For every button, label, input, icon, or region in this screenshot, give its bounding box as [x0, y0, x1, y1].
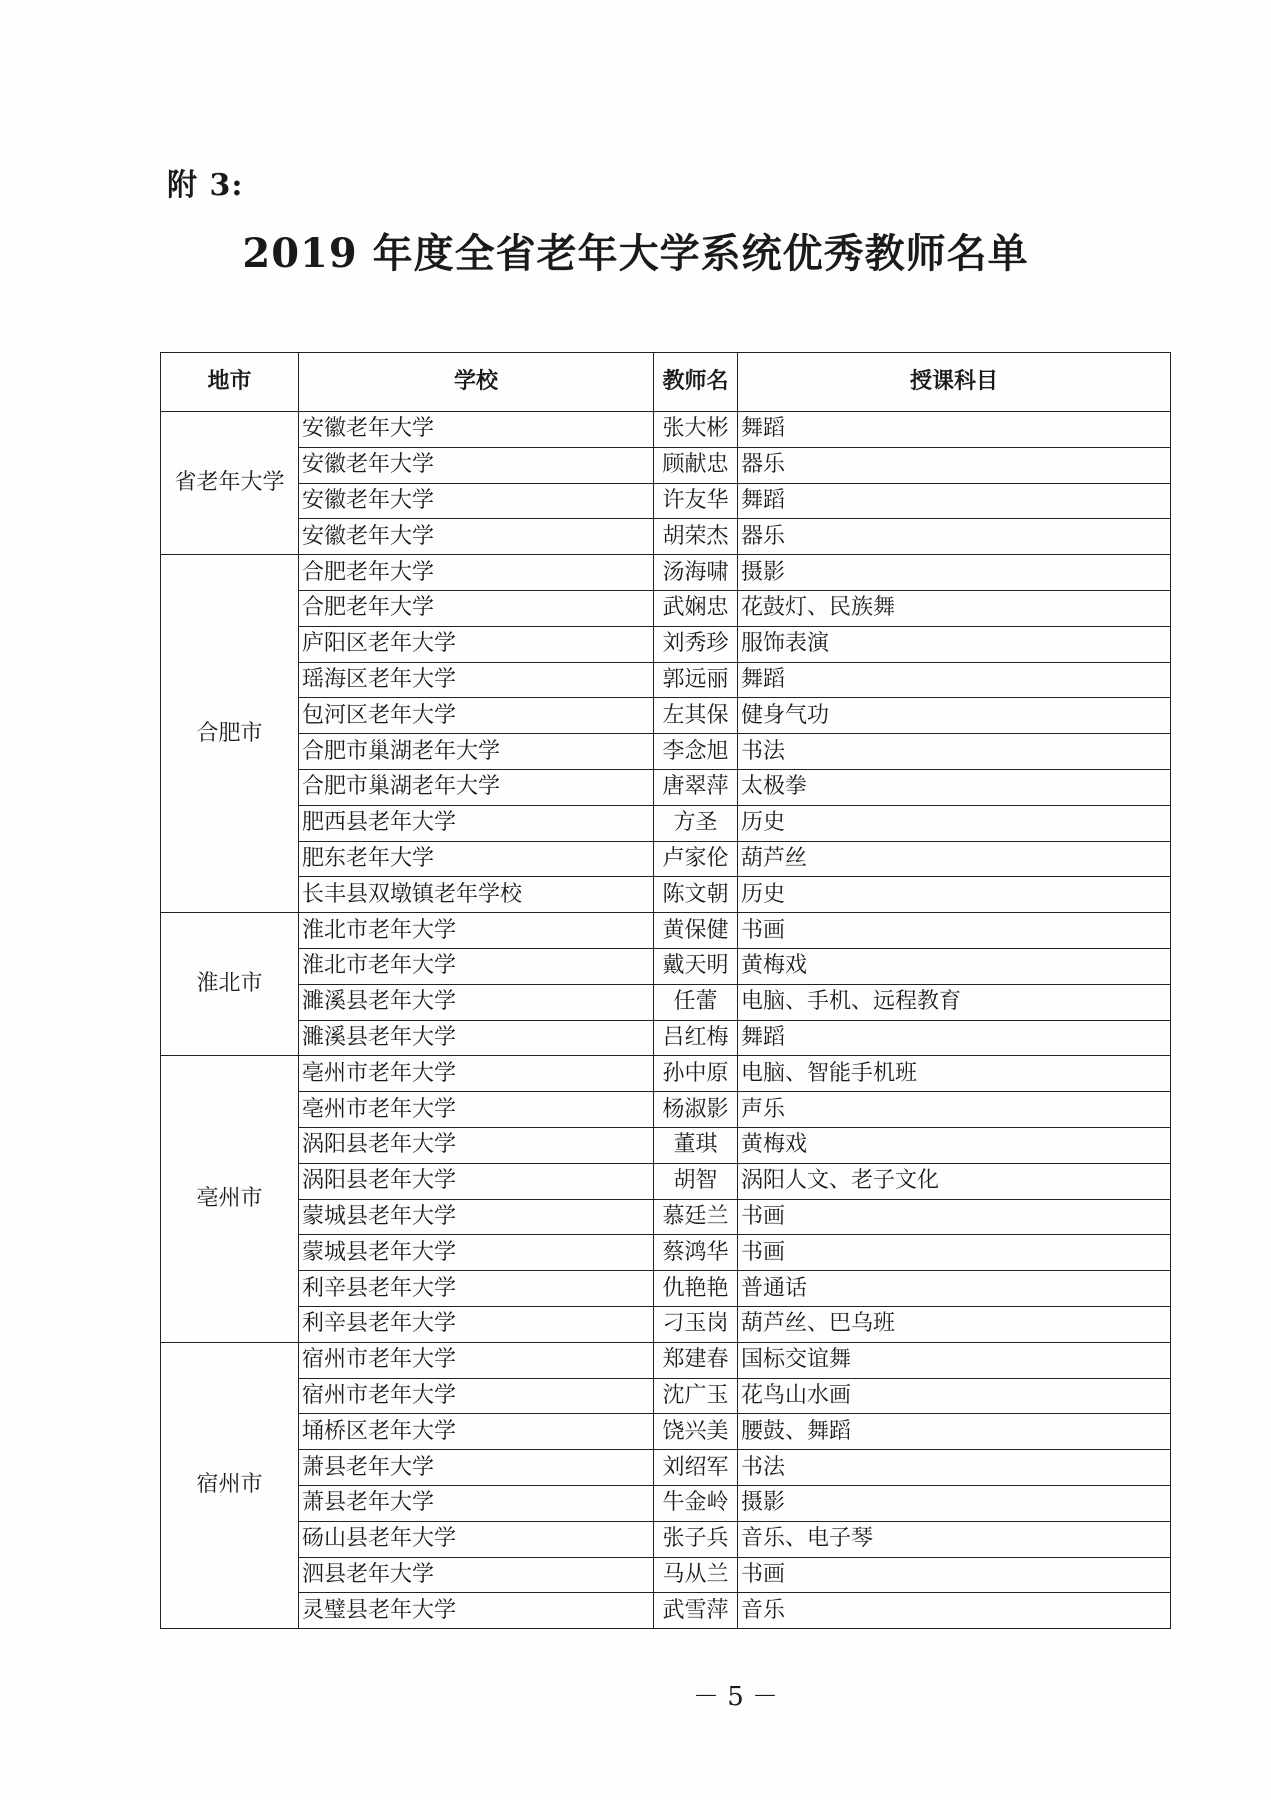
subject-cell: 舞蹈	[738, 412, 1171, 448]
appendix-label: 附 3:	[167, 168, 244, 203]
table-row	[161, 805, 1171, 841]
teacher-cell: 刘秀珍	[654, 626, 738, 662]
table-row	[161, 1450, 1171, 1486]
teacher-cell: 杨淑影	[654, 1092, 738, 1128]
table-row	[161, 1199, 1171, 1235]
teacher-cell: 许友华	[654, 483, 738, 519]
teacher-cell: 张大彬	[654, 412, 738, 448]
subject-cell: 书画	[738, 1199, 1171, 1235]
school-cell: 蒙城县老年大学	[299, 1235, 654, 1271]
teacher-cell: 方圣	[654, 805, 738, 841]
subject-cell: 腰鼓、舞蹈	[738, 1414, 1171, 1450]
teacher-cell: 胡智	[654, 1163, 738, 1199]
table-row	[161, 1306, 1171, 1342]
table-row	[161, 913, 1171, 949]
teacher-cell: 戴天明	[654, 948, 738, 984]
subject-cell: 涡阳人文、老子文化	[738, 1163, 1171, 1199]
table-row	[161, 1020, 1171, 1056]
school-cell: 泗县老年大学	[299, 1557, 654, 1593]
subject-cell: 历史	[738, 877, 1171, 913]
school-cell: 安徽老年大学	[299, 483, 654, 519]
teacher-cell: 孙中原	[654, 1056, 738, 1092]
table-row	[161, 1271, 1171, 1307]
subject-cell: 舞蹈	[738, 662, 1171, 698]
subject-cell: 健身气功	[738, 698, 1171, 734]
school-cell: 濉溪县老年大学	[299, 1020, 654, 1056]
subject-cell: 摄影	[738, 555, 1171, 591]
table-row	[161, 1378, 1171, 1414]
school-cell: 利辛县老年大学	[299, 1306, 654, 1342]
subject-cell: 国标交谊舞	[738, 1342, 1171, 1378]
school-cell: 长丰县双墩镇老年学校	[299, 877, 654, 913]
table-row	[161, 1235, 1171, 1271]
city-cell: 淮北市	[161, 913, 299, 1056]
teacher-cell: 顾献忠	[654, 447, 738, 483]
header-subject: 授课科目	[738, 353, 1171, 412]
table-row	[161, 555, 1171, 591]
table-row	[161, 1342, 1171, 1378]
table-row	[161, 662, 1171, 698]
school-cell: 宿州市老年大学	[299, 1342, 654, 1378]
school-cell: 合肥老年大学	[299, 555, 654, 591]
teacher-cell: 牛金岭	[654, 1485, 738, 1521]
table-row	[161, 1521, 1171, 1557]
subject-cell: 舞蹈	[738, 483, 1171, 519]
header-teacher: 教师名	[654, 353, 738, 412]
teacher-cell: 马从兰	[654, 1557, 738, 1593]
table-header-row	[161, 353, 1171, 412]
subject-cell: 书画	[738, 913, 1171, 949]
table-row	[161, 1414, 1171, 1450]
table-row	[161, 1092, 1171, 1128]
subject-cell: 书法	[738, 1450, 1171, 1486]
city-cell: 宿州市	[161, 1342, 299, 1628]
subject-cell: 电脑、智能手机班	[738, 1056, 1171, 1092]
school-cell: 灵璧县老年大学	[299, 1593, 654, 1629]
school-cell: 安徽老年大学	[299, 412, 654, 448]
teacher-cell: 刘绍军	[654, 1450, 738, 1486]
table-row	[161, 948, 1171, 984]
table-row	[161, 483, 1171, 519]
school-cell: 合肥市巢湖老年大学	[299, 734, 654, 770]
subject-cell: 书画	[738, 1235, 1171, 1271]
teacher-cell: 左其保	[654, 698, 738, 734]
teacher-cell: 武雪萍	[654, 1593, 738, 1629]
school-cell: 蒙城县老年大学	[299, 1199, 654, 1235]
teacher-cell: 蔡鸿华	[654, 1235, 738, 1271]
subject-cell: 音乐	[738, 1593, 1171, 1629]
subject-cell: 器乐	[738, 519, 1171, 555]
subject-cell: 花鸟山水画	[738, 1378, 1171, 1414]
school-cell: 包河区老年大学	[299, 698, 654, 734]
table-row	[161, 590, 1171, 626]
school-cell: 利辛县老年大学	[299, 1271, 654, 1307]
school-cell: 庐阳区老年大学	[299, 626, 654, 662]
school-cell: 淮北市老年大学	[299, 913, 654, 949]
school-cell: 合肥市巢湖老年大学	[299, 769, 654, 805]
teacher-cell: 郑建春	[654, 1342, 738, 1378]
table-row	[161, 877, 1171, 913]
teacher-cell: 慕廷兰	[654, 1199, 738, 1235]
teacher-cell: 刁玉岗	[654, 1306, 738, 1342]
page-title: 2019 年度全省老年大学系统优秀教师名单	[242, 230, 1029, 277]
table-row	[161, 1593, 1171, 1629]
teacher-cell: 卢家伦	[654, 841, 738, 877]
school-cell: 埇桥区老年大学	[299, 1414, 654, 1450]
subject-cell: 摄影	[738, 1485, 1171, 1521]
subject-cell: 书画	[738, 1557, 1171, 1593]
subject-cell: 器乐	[738, 447, 1171, 483]
teacher-cell: 胡荣杰	[654, 519, 738, 555]
teacher-cell: 饶兴美	[654, 1414, 738, 1450]
city-cell: 省老年大学	[161, 412, 299, 555]
table-row	[161, 519, 1171, 555]
header-school: 学校	[299, 353, 654, 412]
subject-cell: 音乐、电子琴	[738, 1521, 1171, 1557]
teacher-cell: 仇艳艳	[654, 1271, 738, 1307]
table-row	[161, 984, 1171, 1020]
teacher-cell: 沈广玉	[654, 1378, 738, 1414]
city-cell: 亳州市	[161, 1056, 299, 1342]
subject-cell: 黄梅戏	[738, 1127, 1171, 1163]
table-row	[161, 1485, 1171, 1521]
table-row	[161, 1557, 1171, 1593]
teacher-cell: 黄保健	[654, 913, 738, 949]
school-cell: 濉溪县老年大学	[299, 984, 654, 1020]
header-city: 地市	[161, 353, 299, 412]
table-row	[161, 734, 1171, 770]
subject-cell: 黄梅戏	[738, 948, 1171, 984]
school-cell: 安徽老年大学	[299, 447, 654, 483]
table-row	[161, 841, 1171, 877]
subject-cell: 太极拳	[738, 769, 1171, 805]
subject-cell: 历史	[738, 805, 1171, 841]
teacher-cell: 董琪	[654, 1127, 738, 1163]
school-cell: 涡阳县老年大学	[299, 1127, 654, 1163]
school-cell: 萧县老年大学	[299, 1450, 654, 1486]
subject-cell: 舞蹈	[738, 1020, 1171, 1056]
teacher-cell: 李念旭	[654, 734, 738, 770]
teacher-cell: 武娴忠	[654, 590, 738, 626]
table-row	[161, 447, 1171, 483]
teacher-cell: 汤海啸	[654, 555, 738, 591]
teacher-cell: 张子兵	[654, 1521, 738, 1557]
school-cell: 瑶海区老年大学	[299, 662, 654, 698]
teacher-cell: 吕红梅	[654, 1020, 738, 1056]
teacher-cell: 唐翠萍	[654, 769, 738, 805]
subject-cell: 花鼓灯、民族舞	[738, 590, 1171, 626]
subject-cell: 电脑、手机、远程教育	[738, 984, 1171, 1020]
school-cell: 合肥老年大学	[299, 590, 654, 626]
school-cell: 肥西县老年大学	[299, 805, 654, 841]
school-cell: 亳州市老年大学	[299, 1092, 654, 1128]
school-cell: 砀山县老年大学	[299, 1521, 654, 1557]
subject-cell: 书法	[738, 734, 1171, 770]
table-row	[161, 626, 1171, 662]
table-row	[161, 412, 1171, 448]
table-row	[161, 1056, 1171, 1092]
school-cell: 肥东老年大学	[299, 841, 654, 877]
school-cell: 淮北市老年大学	[299, 948, 654, 984]
subject-cell: 葫芦丝、巴乌班	[738, 1306, 1171, 1342]
teacher-table	[160, 352, 1171, 1629]
page-number: － 5 －	[692, 1682, 779, 1712]
subject-cell: 葫芦丝	[738, 841, 1171, 877]
subject-cell: 普通话	[738, 1271, 1171, 1307]
table-row	[161, 698, 1171, 734]
subject-cell: 服饰表演	[738, 626, 1171, 662]
table-row	[161, 1163, 1171, 1199]
school-cell: 涡阳县老年大学	[299, 1163, 654, 1199]
city-cell: 合肥市	[161, 555, 299, 913]
table-body	[161, 412, 1171, 1629]
subject-cell: 声乐	[738, 1092, 1171, 1128]
table-row	[161, 1127, 1171, 1163]
school-cell: 安徽老年大学	[299, 519, 654, 555]
school-cell: 宿州市老年大学	[299, 1378, 654, 1414]
school-cell: 亳州市老年大学	[299, 1056, 654, 1092]
school-cell: 萧县老年大学	[299, 1485, 654, 1521]
teacher-cell: 陈文朝	[654, 877, 738, 913]
teacher-cell: 郭远丽	[654, 662, 738, 698]
table-row	[161, 769, 1171, 805]
teacher-cell: 任蕾	[654, 984, 738, 1020]
